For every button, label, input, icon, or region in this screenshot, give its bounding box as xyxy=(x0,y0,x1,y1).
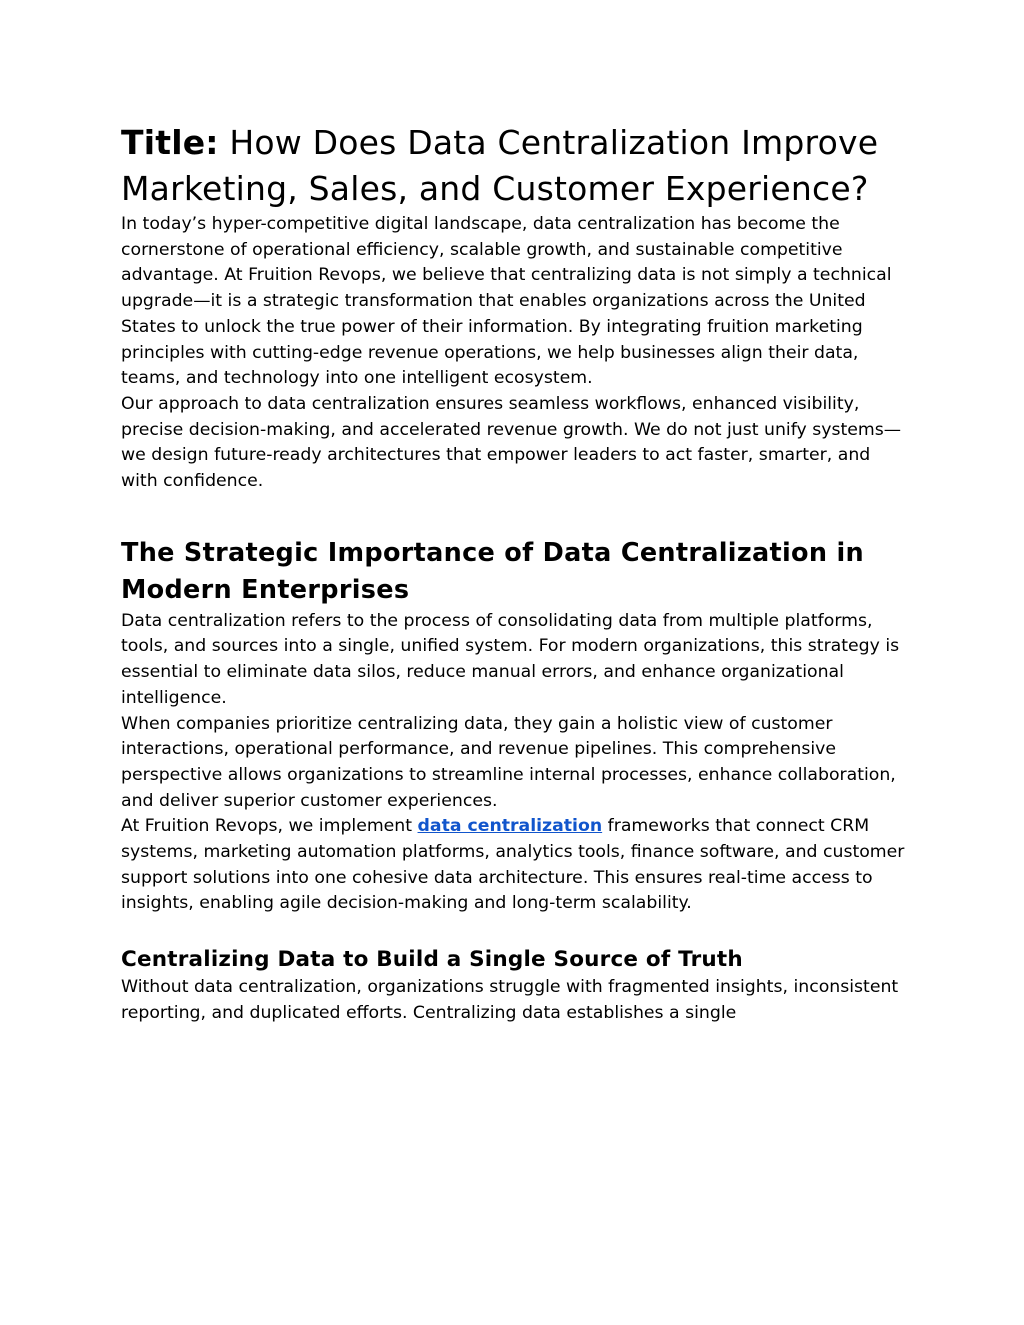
section-paragraph-1: Data centralization refers to the process of consolidating data from multiple platforms, tools, and sources into a single, unified system. For modern organizations, this strategy is essential to eliminate data silos, reduce manual errors, and enhance organizational intelligence. xyxy=(121,610,900,708)
document-page xyxy=(121,120,911,1027)
link-paragraph-after: frameworks that connect CRM systems, marketing automation platforms, analytics tools, finance software, and customer support solutions into one cohesive data architecture. This ensures real-time access to insights, enabling agile decision-making and long-term scalability. xyxy=(121,816,905,914)
subsection-paragraph: Without data centralization, organizations struggle with fragmented insights, inconsistent reporting, and duplicated efforts. Centralizing data establishes a single xyxy=(121,977,899,1023)
section-paragraph-2: When companies prioritize centralizing data, they gain a holistic view of customer interactions, operational performance, and revenue pipelines. This comprehensive perspective allows organizations to streamline internal processes, enhance collaboration, and deliver superior customer experiences. xyxy=(121,713,896,811)
section-heading: The Strategic Importance of Data Centralization in Modern Enterprises xyxy=(121,537,864,605)
subsection-heading: Centralizing Data to Build a Single Source of Truth xyxy=(121,947,743,973)
title-text: How Does Data Centralization Improve Marketing, Sales, and Customer Experience? xyxy=(121,123,879,208)
intro-paragraph-1: In today’s hyper-competitive digital landscape, data centralization has become the cornerstone of operational efficiency, scalable growth, and sustainable competitive advantage. At Fruition Revops, we believe that centralizing data is not simply a technical upgrade—it is a strategic transformation that enables organizations across the United States to unlock the true power of their information. By integrating fruition marketing principles with cutting-edge revenue operations, we help businesses align their data, teams, and technology into one intelligent ecosystem. xyxy=(121,214,892,389)
link-paragraph xyxy=(121,814,911,917)
title-label: Title: xyxy=(121,123,219,162)
link-paragraph-before: At Fruition Revops, we implement xyxy=(121,816,418,837)
document-title xyxy=(121,120,911,212)
intro-paragraph-2: Our approach to data centralization ensures seamless workflows, enhanced visibility, precise decision-making, and accelerated revenue growth. We do not just unify systems—we design future-ready architectures that empower leaders to act faster, smarter, and with confidence. xyxy=(121,393,901,492)
data-centralization-link[interactable]: data centralization xyxy=(417,816,603,837)
